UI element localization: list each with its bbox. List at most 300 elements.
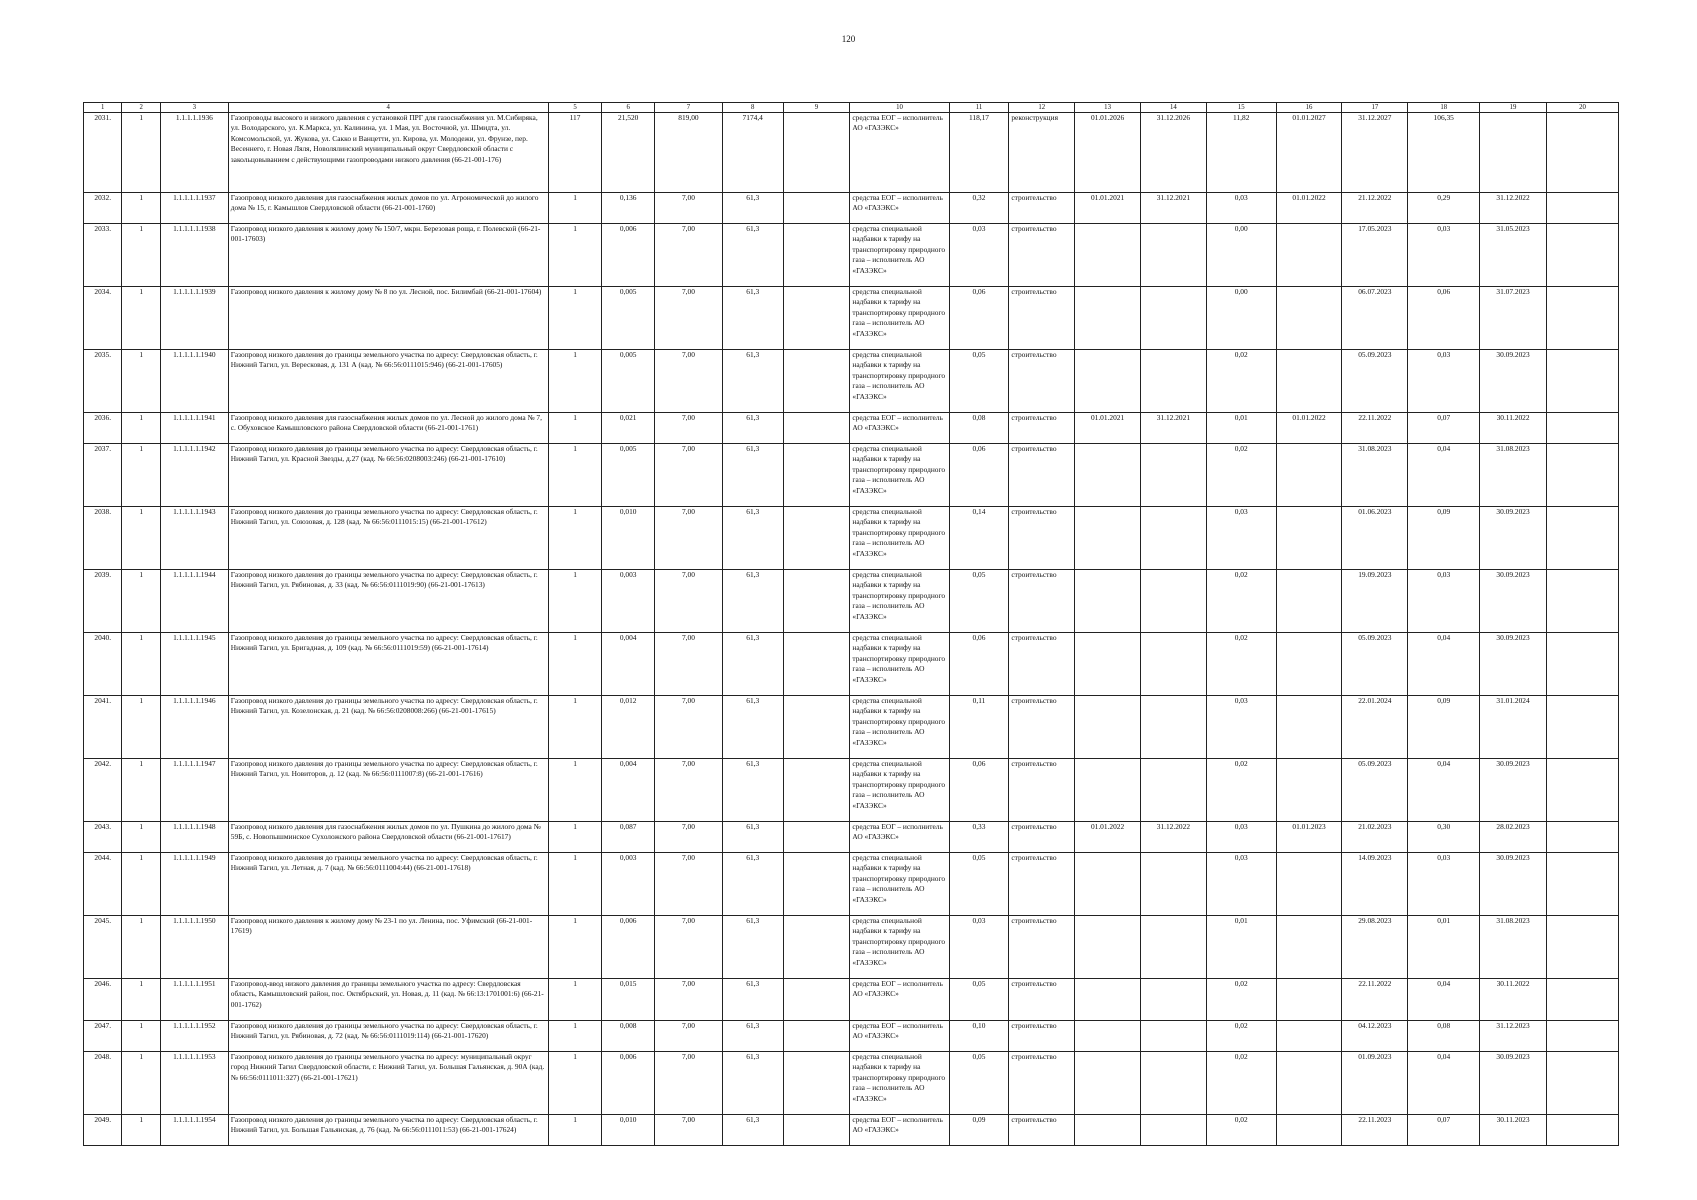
table-row xyxy=(84,633,1619,696)
cell-col-10: средства специальной надбавки к тарифу на транспортировку природного газа – исполнитель АО «ГАЗЭКС» xyxy=(850,696,949,759)
cell-col-12: строительство xyxy=(1009,1052,1075,1115)
cell-col-6: 0,004 xyxy=(602,633,655,696)
cell-col-8: 61,3 xyxy=(722,633,783,696)
cell-col-15: 0,02 xyxy=(1206,633,1276,696)
cell-col-12: реконструкция xyxy=(1009,113,1075,193)
cell-col-15: 0,03 xyxy=(1206,822,1276,853)
cell-col-14: 31.12.2026 xyxy=(1140,113,1206,193)
cell-col-10: средства ЕОГ – исполнитель АО «ГАЗЭКС» xyxy=(850,1021,949,1052)
cell-col-6: 0,003 xyxy=(602,570,655,633)
cell-col-8: 61,3 xyxy=(722,224,783,287)
cell-col-4: Газопровод низкого давления для газоснабжения жилых домов по ул. Лесной до жилого дома № 7, с. Обуховское Камышловского района Свердловской области (66-21-001-1761) xyxy=(228,413,548,444)
cell-col-4: Газопровод низкого давления до границы земельного участка по адресу: Свердловская область, г. Нижний Тагил, ул. Новиторов, д. 12 (кад. № 66:56:0111007:8) (66-21-001-17616) xyxy=(228,759,548,822)
cell-col-11: 0,05 xyxy=(949,853,1009,916)
cell-col-6: 0,015 xyxy=(602,979,655,1021)
cell-col-9 xyxy=(783,696,850,759)
header-cell-2: 2 xyxy=(122,103,160,113)
cell-col-9 xyxy=(783,1115,850,1146)
cell-col-8: 61,3 xyxy=(722,413,783,444)
cell-col-5: 1 xyxy=(548,570,602,633)
cell-col-4: Газопровод-ввод низкого давления до границы земельного участка по адресу: Свердловская область, Камышловский район, пос. Октябрьский, ул. Новая, д. 11 (кад. № 66:13:1701001:6) (66-21-001-1762) xyxy=(228,979,548,1021)
header-cell-20: 20 xyxy=(1546,103,1618,113)
cell-col-16 xyxy=(1276,287,1342,350)
cell-col-14 xyxy=(1140,224,1206,287)
cell-col-5: 1 xyxy=(548,759,602,822)
cell-col-14 xyxy=(1140,570,1206,633)
cell-col-4: Газопровод низкого давления до границы земельного участка по адресу: Свердловская область, г. Нижний Тагил, ул. Рябиновая, д. 33 (кад. № 66:56:0111019:90) (66-21-001-17613) xyxy=(228,570,548,633)
cell-col-16: 01.01.2022 xyxy=(1276,413,1342,444)
cell-col-2: 1 xyxy=(122,507,160,570)
table-row xyxy=(84,916,1619,979)
cell-col-16 xyxy=(1276,1021,1342,1052)
cell-col-1: 2049. xyxy=(84,1115,122,1146)
cell-col-16: 01.01.2027 xyxy=(1276,113,1342,193)
cell-col-13 xyxy=(1075,570,1141,633)
cell-col-8: 61,3 xyxy=(722,350,783,413)
cell-col-8: 61,3 xyxy=(722,193,783,224)
cell-col-14 xyxy=(1140,1052,1206,1115)
cell-col-1: 2031. xyxy=(84,113,122,193)
cell-col-13: 01.01.2026 xyxy=(1075,113,1141,193)
cell-col-17: 01.09.2023 xyxy=(1342,1052,1408,1115)
cell-col-7: 7,00 xyxy=(655,413,723,444)
cell-col-14 xyxy=(1140,350,1206,413)
cell-col-3: 1.1.1.1.1936 xyxy=(160,113,228,193)
cell-col-17: 05.09.2023 xyxy=(1342,759,1408,822)
cell-col-20 xyxy=(1546,224,1618,287)
cell-col-19: 30.09.2023 xyxy=(1480,853,1547,916)
cell-col-16 xyxy=(1276,853,1342,916)
cell-col-9 xyxy=(783,113,850,193)
table-row xyxy=(84,350,1619,413)
cell-col-8: 61,3 xyxy=(722,1052,783,1115)
cell-col-3: 1.1.1.1.1.1947 xyxy=(160,759,228,822)
cell-col-7: 7,00 xyxy=(655,853,723,916)
cell-col-20 xyxy=(1546,1052,1618,1115)
cell-col-10: средства специальной надбавки к тарифу на транспортировку природного газа – исполнитель АО «ГАЗЭКС» xyxy=(850,853,949,916)
cell-col-10: средства специальной надбавки к тарифу на транспортировку природного газа – исполнитель АО «ГАЗЭКС» xyxy=(850,224,949,287)
cell-col-12: строительство xyxy=(1009,444,1075,507)
cell-col-20 xyxy=(1546,570,1618,633)
cell-col-1: 2045. xyxy=(84,916,122,979)
cell-col-3: 1.1.1.1.1.1954 xyxy=(160,1115,228,1146)
cell-col-2: 1 xyxy=(122,350,160,413)
cell-col-15: 0,01 xyxy=(1206,413,1276,444)
cell-col-11: 0,06 xyxy=(949,759,1009,822)
cell-col-11: 0,33 xyxy=(949,822,1009,853)
cell-col-3: 1.1.1.1.1.1943 xyxy=(160,507,228,570)
header-cell-9: 9 xyxy=(783,103,850,113)
cell-col-16 xyxy=(1276,224,1342,287)
cell-col-20 xyxy=(1546,1021,1618,1052)
cell-col-19: 31.01.2024 xyxy=(1480,696,1547,759)
header-cell-6: 6 xyxy=(602,103,655,113)
cell-col-7: 7,00 xyxy=(655,224,723,287)
cell-col-6: 0,005 xyxy=(602,287,655,350)
cell-col-9 xyxy=(783,822,850,853)
cell-col-19: 30.09.2023 xyxy=(1480,507,1547,570)
cell-col-9 xyxy=(783,633,850,696)
cell-col-7: 7,00 xyxy=(655,1052,723,1115)
cell-col-15: 0,02 xyxy=(1206,759,1276,822)
header-cell-7: 7 xyxy=(655,103,723,113)
cell-col-20 xyxy=(1546,350,1618,413)
cell-col-20 xyxy=(1546,979,1618,1021)
cell-col-13: 01.01.2022 xyxy=(1075,822,1141,853)
cell-col-6: 0,008 xyxy=(602,1021,655,1052)
cell-col-18: 0,04 xyxy=(1408,979,1480,1021)
cell-col-7: 7,00 xyxy=(655,193,723,224)
cell-col-16: 01.01.2022 xyxy=(1276,193,1342,224)
table-row xyxy=(84,413,1619,444)
cell-col-13 xyxy=(1075,1115,1141,1146)
cell-col-6: 0,012 xyxy=(602,696,655,759)
cell-col-19: 31.08.2023 xyxy=(1480,444,1547,507)
cell-col-10: средства специальной надбавки к тарифу на транспортировку природного газа – исполнитель АО «ГАЗЭКС» xyxy=(850,916,949,979)
cell-col-11: 0,06 xyxy=(949,287,1009,350)
header-cell-10: 10 xyxy=(850,103,949,113)
cell-col-3: 1.1.1.1.1.1951 xyxy=(160,979,228,1021)
cell-col-17: 17.05.2023 xyxy=(1342,224,1408,287)
cell-col-16 xyxy=(1276,759,1342,822)
cell-col-15: 0,03 xyxy=(1206,507,1276,570)
cell-col-4: Газопровод низкого давления для газоснабжения жилых домов по ул. Пушкина до жилого дома № 59Б, с. Новопышминское Сухоложского района Свердловской области (66-21-001-17617) xyxy=(228,822,548,853)
cell-col-7: 7,00 xyxy=(655,916,723,979)
cell-col-8: 61,3 xyxy=(722,979,783,1021)
cell-col-6: 0,136 xyxy=(602,193,655,224)
cell-col-14 xyxy=(1140,287,1206,350)
cell-col-6: 0,006 xyxy=(602,224,655,287)
cell-col-9 xyxy=(783,507,850,570)
table-row xyxy=(84,1021,1619,1052)
cell-col-2: 1 xyxy=(122,1115,160,1146)
cell-col-10: средства ЕОГ – исполнитель АО «ГАЗЭКС» xyxy=(850,113,949,193)
cell-col-5: 1 xyxy=(548,916,602,979)
header-cell-19: 19 xyxy=(1480,103,1547,113)
cell-col-18: 0,04 xyxy=(1408,633,1480,696)
cell-col-17: 05.09.2023 xyxy=(1342,350,1408,413)
cell-col-12: строительство xyxy=(1009,916,1075,979)
cell-col-5: 1 xyxy=(548,224,602,287)
cell-col-15: 0,00 xyxy=(1206,287,1276,350)
cell-col-18: 0,03 xyxy=(1408,224,1480,287)
cell-col-11: 0,03 xyxy=(949,916,1009,979)
cell-col-12: строительство xyxy=(1009,759,1075,822)
cell-col-8: 61,3 xyxy=(722,570,783,633)
cell-col-18: 0,07 xyxy=(1408,413,1480,444)
cell-col-15: 0,02 xyxy=(1206,1021,1276,1052)
cell-col-5: 1 xyxy=(548,507,602,570)
cell-col-7: 7,00 xyxy=(655,1115,723,1146)
cell-col-9 xyxy=(783,444,850,507)
cell-col-3: 1.1.1.1.1.1952 xyxy=(160,1021,228,1052)
cell-col-5: 117 xyxy=(548,113,602,193)
cell-col-14 xyxy=(1140,633,1206,696)
cell-col-4: Газопровод низкого давления до границы земельного участка по адресу: Свердловская область, г. Нижний Тагил, ул. Вересковая, д. 131 А (кад. № 66:56:0111015:946) (66-21-001-17605) xyxy=(228,350,548,413)
cell-col-16 xyxy=(1276,350,1342,413)
cell-col-11: 0,14 xyxy=(949,507,1009,570)
cell-col-10: средства ЕОГ – исполнитель АО «ГАЗЭКС» xyxy=(850,979,949,1021)
cell-col-14: 31.12.2021 xyxy=(1140,413,1206,444)
cell-col-7: 7,00 xyxy=(655,759,723,822)
cell-col-9 xyxy=(783,979,850,1021)
cell-col-4: Газопроводы высокого и низкого давления с установкой ПРГ для газоснабжения ул. М.Сибиряка, ул. Володарского, ул. К.Маркса, ул. Калинина, ул. 1 Мая, ул. Восточной, ул. Шмидта, ул. Комсомольской, ул. Жукова, ул. Сакко и Ванцетти, ул. Кирова, ул. Молодежи, ул. Фрунзе, пер. Весеннего, г. Новая Ляля, Новолялинский муниципальный округ Свердловской области с закольцовыванием с действующими газопроводами низкого давления (66-21-001-176) xyxy=(228,113,548,193)
cell-col-17: 29.08.2023 xyxy=(1342,916,1408,979)
cell-col-18: 0,06 xyxy=(1408,287,1480,350)
cell-col-3: 1.1.1.1.1.1953 xyxy=(160,1052,228,1115)
cell-col-4: Газопровод низкого давления для газоснабжения жилых домов по ул. Агрономической до жилого дома № 15, г. Камышлов Свердловской области (66-21-001-1760) xyxy=(228,193,548,224)
cell-col-2: 1 xyxy=(122,696,160,759)
cell-col-19: 30.09.2023 xyxy=(1480,570,1547,633)
cell-col-11: 0,05 xyxy=(949,570,1009,633)
cell-col-5: 1 xyxy=(548,350,602,413)
cell-col-14 xyxy=(1140,507,1206,570)
cell-col-18: 0,01 xyxy=(1408,916,1480,979)
cell-col-19: 31.12.2022 xyxy=(1480,193,1547,224)
cell-col-2: 1 xyxy=(122,1021,160,1052)
cell-col-11: 0,05 xyxy=(949,979,1009,1021)
cell-col-12: строительство xyxy=(1009,224,1075,287)
table-row xyxy=(84,193,1619,224)
cell-col-8: 61,3 xyxy=(722,1021,783,1052)
cell-col-13 xyxy=(1075,287,1141,350)
cell-col-4: Газопровод низкого давления до границы земельного участка по адресу: Свердловская область, г. Нижний Тагил, ул. Козелонская, д. 21 (кад. № 66:56:0208008:266) (66-21-001-17615) xyxy=(228,696,548,759)
cell-col-17: 22.11.2023 xyxy=(1342,1115,1408,1146)
cell-col-7: 7,00 xyxy=(655,287,723,350)
cell-col-10: средства ЕОГ – исполнитель АО «ГАЗЭКС» xyxy=(850,1115,949,1146)
cell-col-6: 0,006 xyxy=(602,916,655,979)
header-cell-5: 5 xyxy=(548,103,602,113)
cell-col-5: 1 xyxy=(548,696,602,759)
header-cell-14: 14 xyxy=(1140,103,1206,113)
cell-col-18: 0,30 xyxy=(1408,822,1480,853)
cell-col-16 xyxy=(1276,1115,1342,1146)
cell-col-2: 1 xyxy=(122,633,160,696)
cell-col-20 xyxy=(1546,759,1618,822)
cell-col-1: 2042. xyxy=(84,759,122,822)
cell-col-7: 7,00 xyxy=(655,570,723,633)
cell-col-11: 0,08 xyxy=(949,413,1009,444)
cell-col-13 xyxy=(1075,916,1141,979)
cell-col-11: 0,11 xyxy=(949,696,1009,759)
cell-col-17: 31.08.2023 xyxy=(1342,444,1408,507)
cell-col-5: 1 xyxy=(548,979,602,1021)
cell-col-9 xyxy=(783,193,850,224)
cell-col-9 xyxy=(783,287,850,350)
cell-col-17: 05.09.2023 xyxy=(1342,633,1408,696)
cell-col-1: 2043. xyxy=(84,822,122,853)
cell-col-12: строительство xyxy=(1009,696,1075,759)
cell-col-14 xyxy=(1140,1021,1206,1052)
cell-col-5: 1 xyxy=(548,853,602,916)
cell-col-12: строительство xyxy=(1009,979,1075,1021)
cell-col-6: 0,005 xyxy=(602,444,655,507)
cell-col-7: 7,00 xyxy=(655,444,723,507)
cell-col-19: 28.02.2023 xyxy=(1480,822,1547,853)
cell-col-1: 2044. xyxy=(84,853,122,916)
cell-col-18: 0,09 xyxy=(1408,696,1480,759)
page-number: 120 xyxy=(841,34,856,44)
cell-col-14 xyxy=(1140,759,1206,822)
cell-col-1: 2047. xyxy=(84,1021,122,1052)
cell-col-12: строительство xyxy=(1009,1115,1075,1146)
cell-col-19: 30.09.2023 xyxy=(1480,633,1547,696)
cell-col-8: 7174,4 xyxy=(722,113,783,193)
cell-col-9 xyxy=(783,1021,850,1052)
cell-col-9 xyxy=(783,759,850,822)
cell-col-19: 30.09.2023 xyxy=(1480,1052,1547,1115)
cell-col-1: 2034. xyxy=(84,287,122,350)
cell-col-10: средства специальной надбавки к тарифу на транспортировку природного газа – исполнитель АО «ГАЗЭКС» xyxy=(850,633,949,696)
cell-col-17: 04.12.2023 xyxy=(1342,1021,1408,1052)
cell-col-18: 0,08 xyxy=(1408,1021,1480,1052)
cell-col-4: Газопровод низкого давления до границы земельного участка по адресу: Свердловская область, г. Нижний Тагил, ул. Рябиновая, д. 72 (кад. № 66:56:0111019:114) (66-21-001-17620) xyxy=(228,1021,548,1052)
cell-col-9 xyxy=(783,350,850,413)
cell-col-1: 2037. xyxy=(84,444,122,507)
cell-col-3: 1.1.1.1.1.1940 xyxy=(160,350,228,413)
cell-col-18: 0,04 xyxy=(1408,759,1480,822)
cell-col-5: 1 xyxy=(548,287,602,350)
cell-col-17: 19.09.2023 xyxy=(1342,570,1408,633)
cell-col-10: средства специальной надбавки к тарифу на транспортировку природного газа – исполнитель АО «ГАЗЭКС» xyxy=(850,444,949,507)
cell-col-2: 1 xyxy=(122,979,160,1021)
cell-col-19: 30.11.2023 xyxy=(1480,1115,1547,1146)
cell-col-20 xyxy=(1546,696,1618,759)
header-cell-17: 17 xyxy=(1342,103,1408,113)
cell-col-1: 2041. xyxy=(84,696,122,759)
cell-col-1: 2040. xyxy=(84,633,122,696)
cell-col-14 xyxy=(1140,696,1206,759)
cell-col-13 xyxy=(1075,696,1141,759)
cell-col-13 xyxy=(1075,759,1141,822)
gas-pipeline-table xyxy=(83,102,1619,1146)
cell-col-16 xyxy=(1276,507,1342,570)
cell-col-19: 30.09.2023 xyxy=(1480,350,1547,413)
cell-col-1: 2036. xyxy=(84,413,122,444)
header-cell-1: 1 xyxy=(84,103,122,113)
cell-col-10: средства ЕОГ – исполнитель АО «ГАЗЭКС» xyxy=(850,193,949,224)
cell-col-12: строительство xyxy=(1009,507,1075,570)
cell-col-18: 0,29 xyxy=(1408,193,1480,224)
cell-col-12: строительство xyxy=(1009,350,1075,413)
cell-col-19 xyxy=(1480,113,1547,193)
cell-col-18: 0,09 xyxy=(1408,507,1480,570)
cell-col-8: 61,3 xyxy=(722,853,783,916)
cell-col-14: 31.12.2021 xyxy=(1140,193,1206,224)
cell-col-8: 61,3 xyxy=(722,916,783,979)
cell-col-13 xyxy=(1075,350,1141,413)
cell-col-12: строительство xyxy=(1009,287,1075,350)
cell-col-9 xyxy=(783,853,850,916)
cell-col-2: 1 xyxy=(122,822,160,853)
cell-col-11: 0,03 xyxy=(949,224,1009,287)
cell-col-10: средства ЕОГ – исполнитель АО «ГАЗЭКС» xyxy=(850,413,949,444)
cell-col-15: 0,02 xyxy=(1206,1052,1276,1115)
cell-col-5: 1 xyxy=(548,1021,602,1052)
cell-col-10: средства ЕОГ – исполнитель АО «ГАЗЭКС» xyxy=(850,822,949,853)
cell-col-15: 0,01 xyxy=(1206,916,1276,979)
cell-col-8: 61,3 xyxy=(722,287,783,350)
cell-col-2: 1 xyxy=(122,444,160,507)
cell-col-10: средства специальной надбавки к тарифу на транспортировку природного газа – исполнитель АО «ГАЗЭКС» xyxy=(850,1052,949,1115)
cell-col-11: 0,06 xyxy=(949,633,1009,696)
cell-col-11: 118,17 xyxy=(949,113,1009,193)
cell-col-11: 0,05 xyxy=(949,350,1009,413)
header-cell-8: 8 xyxy=(722,103,783,113)
cell-col-15: 0,02 xyxy=(1206,350,1276,413)
cell-col-3: 1.1.1.1.1.1948 xyxy=(160,822,228,853)
table-row xyxy=(84,287,1619,350)
table-body xyxy=(84,113,1619,1146)
cell-col-18: 0,07 xyxy=(1408,1115,1480,1146)
cell-col-1: 2035. xyxy=(84,350,122,413)
cell-col-20 xyxy=(1546,916,1618,979)
header-cell-13: 13 xyxy=(1075,103,1141,113)
header-cell-16: 16 xyxy=(1276,103,1342,113)
cell-col-19: 30.09.2023 xyxy=(1480,759,1547,822)
cell-col-20 xyxy=(1546,822,1618,853)
cell-col-20 xyxy=(1546,113,1618,193)
cell-col-6: 0,010 xyxy=(602,1115,655,1146)
table-row xyxy=(84,979,1619,1021)
cell-col-13 xyxy=(1075,1052,1141,1115)
cell-col-12: строительство xyxy=(1009,413,1075,444)
table-row xyxy=(84,1052,1619,1115)
cell-col-4: Газопровод низкого давления до границы земельного участка по адресу: муниципальный округ город Нижний Тагил Свердловской области, г. Нижний Тагил, ул. Большая Гальянская, д. 90А (кад. № 66:56:0111011:327) (66-21-001-17621) xyxy=(228,1052,548,1115)
header-cell-15: 15 xyxy=(1206,103,1276,113)
cell-col-18: 0,03 xyxy=(1408,570,1480,633)
table-row xyxy=(84,570,1619,633)
cell-col-20 xyxy=(1546,193,1618,224)
cell-col-4: Газопровод низкого давления к жилому дому № 23-1 по ул. Ленина, пос. Уфимский (66-21-001-17619) xyxy=(228,916,548,979)
cell-col-1: 2048. xyxy=(84,1052,122,1115)
cell-col-16 xyxy=(1276,444,1342,507)
cell-col-2: 1 xyxy=(122,853,160,916)
cell-col-13 xyxy=(1075,633,1141,696)
cell-col-17: 21.02.2023 xyxy=(1342,822,1408,853)
cell-col-4: Газопровод низкого давления до границы земельного участка по адресу: Свердловская область, г. Нижний Тагил, ул. Союзовая, д. 128 (кад. № 66:56:0111015:15) (66-21-001-17612) xyxy=(228,507,548,570)
cell-col-16 xyxy=(1276,633,1342,696)
cell-col-16 xyxy=(1276,916,1342,979)
header-row xyxy=(84,103,1619,113)
cell-col-12: строительство xyxy=(1009,570,1075,633)
cell-col-2: 1 xyxy=(122,1052,160,1115)
cell-col-14: 31.12.2022 xyxy=(1140,822,1206,853)
cell-col-11: 0,09 xyxy=(949,1115,1009,1146)
cell-col-6: 0,010 xyxy=(602,507,655,570)
cell-col-5: 1 xyxy=(548,1052,602,1115)
cell-col-18: 106,35 xyxy=(1408,113,1480,193)
cell-col-20 xyxy=(1546,633,1618,696)
table-row xyxy=(84,224,1619,287)
cell-col-6: 21,520 xyxy=(602,113,655,193)
cell-col-20 xyxy=(1546,444,1618,507)
cell-col-13: 01.01.2021 xyxy=(1075,193,1141,224)
cell-col-2: 1 xyxy=(122,224,160,287)
cell-col-5: 1 xyxy=(548,413,602,444)
cell-col-6: 0,021 xyxy=(602,413,655,444)
cell-col-17: 14.09.2023 xyxy=(1342,853,1408,916)
cell-col-2: 1 xyxy=(122,287,160,350)
cell-col-1: 2033. xyxy=(84,224,122,287)
cell-col-6: 0,087 xyxy=(602,822,655,853)
cell-col-20 xyxy=(1546,413,1618,444)
cell-col-3: 1.1.1.1.1.1941 xyxy=(160,413,228,444)
cell-col-15: 0,03 xyxy=(1206,696,1276,759)
cell-col-4: Газопровод низкого давления до границы земельного участка по адресу: Свердловская область, г. Нижний Тагил, ул. Летная, д. 7 (кад. № 66:56:0111004:44) (66-21-001-17618) xyxy=(228,853,548,916)
cell-col-20 xyxy=(1546,287,1618,350)
cell-col-11: 0,32 xyxy=(949,193,1009,224)
